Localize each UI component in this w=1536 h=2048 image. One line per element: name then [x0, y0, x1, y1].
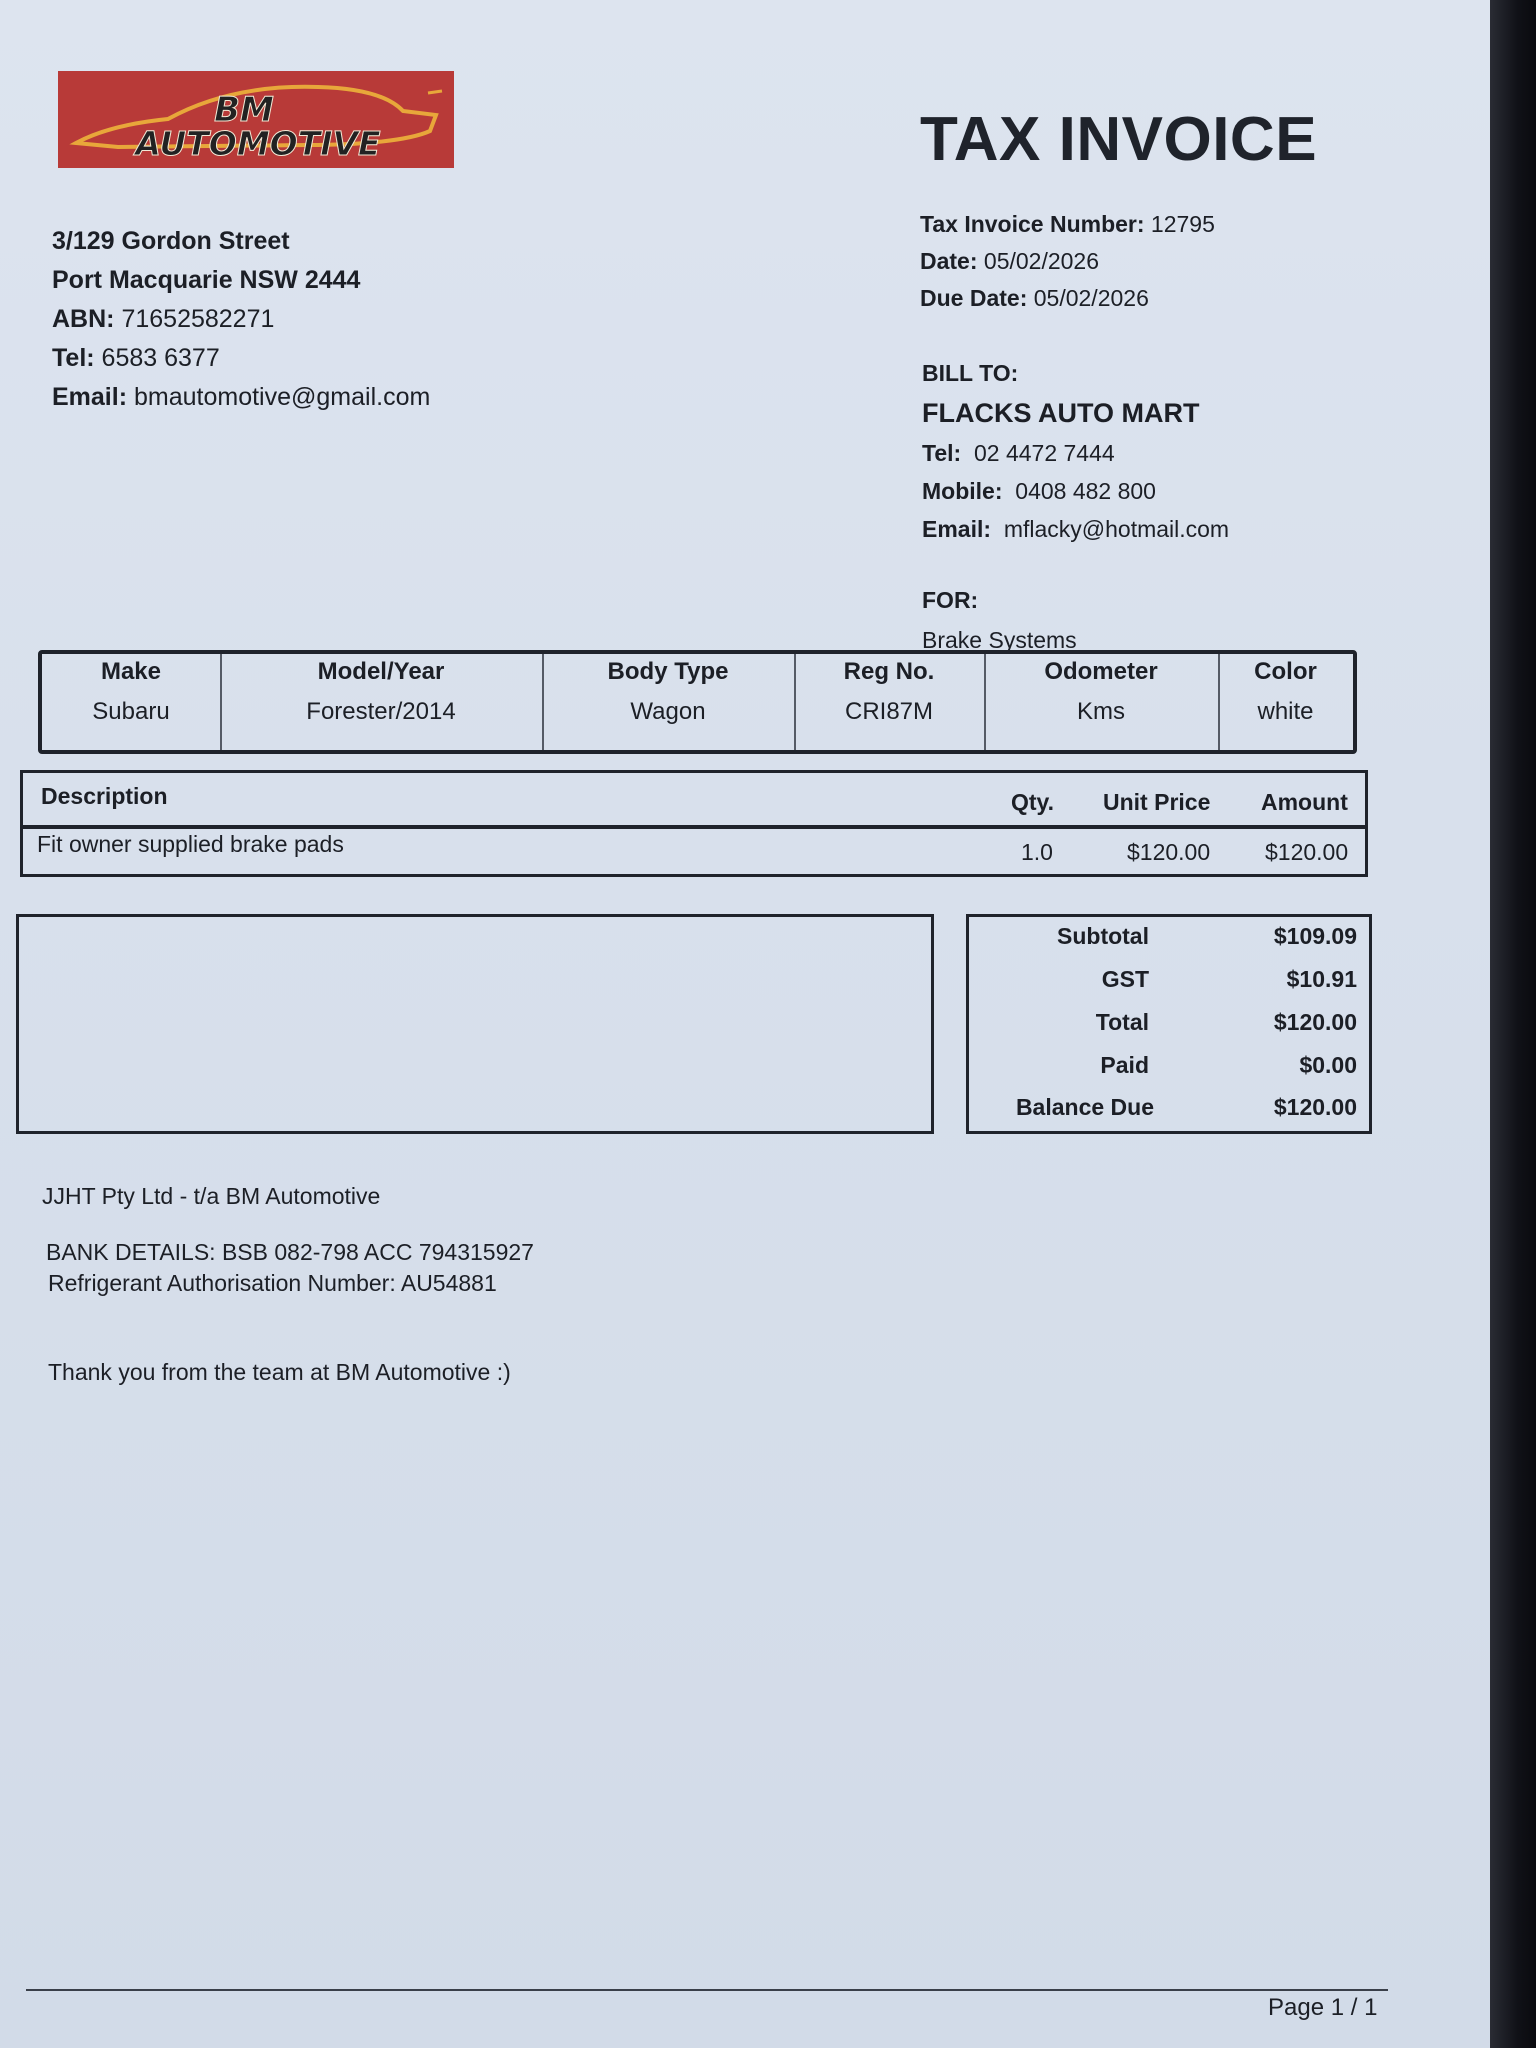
vehicle-col-odometer	[984, 654, 1220, 750]
for-section	[922, 580, 1077, 660]
document-title: TAX INVOICE	[920, 105, 1318, 174]
business-tel: 6583 6377	[101, 344, 220, 372]
invoice-date: 05/02/2026	[983, 248, 1100, 274]
gst-row	[969, 966, 1369, 1006]
vehicle-value: CRI87M	[844, 698, 934, 725]
page-number: Page 1 / 1	[1268, 1994, 1378, 2021]
business-email: bmautomotive@gmail.com	[133, 383, 431, 411]
vehicle-header: Model/Year	[317, 658, 445, 685]
paid-value: $0.00	[1299, 1052, 1357, 1078]
gst-label: GST	[1101, 966, 1149, 992]
unit-price-header: Unit Price	[1103, 789, 1211, 815]
vehicle-col-body	[542, 654, 796, 750]
invoice-number: 12795	[1150, 211, 1215, 237]
vehicle-header: Body Type	[607, 658, 729, 685]
vehicle-header: Odometer	[1044, 658, 1158, 685]
thank-you-note: Thank you from the team at BM Automotive :)	[48, 1359, 511, 1385]
total-row	[969, 1009, 1369, 1049]
amount-header: Amount	[1261, 789, 1348, 815]
vehicle-table	[38, 650, 1357, 754]
customer-email: mflacky@hotmail.com	[1003, 516, 1230, 542]
balance-due-row	[969, 1094, 1369, 1134]
abn-value: 71652582271	[121, 305, 275, 333]
vehicle-value: Kms	[1077, 698, 1125, 725]
vehicle-value: Forester/2014	[306, 698, 456, 725]
notes-box	[16, 914, 934, 1134]
subtotal-value: $109.09	[1273, 923, 1357, 949]
company-logo	[58, 71, 454, 168]
business-tel-label: Tel:	[52, 344, 95, 372]
vehicle-col-reg	[794, 654, 986, 750]
business-city: Port Macquarie NSW 2444	[52, 266, 361, 294]
due-date-label: Due Date:	[920, 285, 1028, 311]
business-address	[52, 222, 430, 417]
vehicle-value: Subaru	[92, 698, 170, 725]
vehicle-col-color	[1218, 654, 1353, 750]
totals-box	[966, 914, 1372, 1134]
background-edge	[1490, 0, 1536, 2048]
item-description: Fit owner supplied brake pads	[37, 831, 344, 857]
line-items-table	[20, 770, 1368, 877]
bank-details: BANK DETAILS: BSB 082-798 ACC 794315927	[46, 1239, 534, 1265]
for-heading: FOR:	[922, 587, 979, 613]
customer-email-label: Email:	[922, 516, 992, 542]
vehicle-col-model	[220, 654, 544, 750]
for-value: Brake Systems	[922, 627, 1077, 653]
gst-value: $10.91	[1286, 966, 1357, 992]
footer-divider	[26, 1989, 1388, 1991]
customer-tel-label: Tel:	[922, 440, 962, 466]
balance-due-value: $120.00	[1273, 1094, 1357, 1120]
vehicle-header: Reg No.	[843, 658, 935, 685]
car-silhouette-icon	[58, 71, 454, 168]
business-street: 3/129 Gordon Street	[52, 227, 290, 255]
logo-text-bm: BM	[214, 90, 274, 130]
vehicle-value: Wagon	[630, 698, 706, 725]
logo-text-automotive: AUTOMOTIVE	[135, 124, 381, 163]
bill-to-heading: BILL TO:	[922, 360, 1019, 386]
customer-name: FLACKS AUTO MART	[922, 398, 1200, 428]
qty-header: Qty.	[1011, 789, 1055, 815]
abn-label: ABN:	[52, 305, 115, 333]
paid-label: Paid	[1100, 1052, 1149, 1078]
customer-mobile: 0408 482 800	[1015, 478, 1156, 504]
invoice-date-label: Date:	[920, 248, 978, 274]
due-date: 05/02/2026	[1033, 285, 1149, 311]
subtotal-row	[969, 923, 1369, 963]
vehicle-col-make	[42, 654, 222, 750]
customer-mobile-label: Mobile:	[922, 478, 1003, 504]
business-email-label: Email:	[52, 383, 128, 411]
paid-row	[969, 1052, 1369, 1092]
vehicle-header: Color	[1254, 658, 1317, 685]
balance-due-label: Balance Due	[1015, 1094, 1154, 1120]
description-header: Description	[41, 783, 168, 809]
bill-to-section	[922, 354, 1229, 548]
refrigerant-number: Refrigerant Authorisation Number: AU54881	[48, 1270, 497, 1296]
invoice-number-label: Tax Invoice Number:	[920, 211, 1145, 237]
line-items-header	[23, 773, 1365, 829]
vehicle-header: Make	[100, 658, 162, 685]
item-amount: $120.00	[1265, 839, 1349, 865]
vehicle-value: white	[1257, 698, 1314, 725]
total-label: Total	[1095, 1009, 1149, 1035]
item-qty: 1.0	[1021, 839, 1053, 865]
invoice-meta	[920, 206, 1215, 317]
subtotal-label: Subtotal	[1057, 923, 1149, 949]
item-unit-price: $120.00	[1127, 839, 1211, 865]
total-value: $120.00	[1273, 1009, 1357, 1035]
customer-tel: 02 4472 7444	[973, 440, 1115, 466]
company-trading-name: JJHT Pty Ltd - t/a BM Automotive	[42, 1183, 381, 1209]
